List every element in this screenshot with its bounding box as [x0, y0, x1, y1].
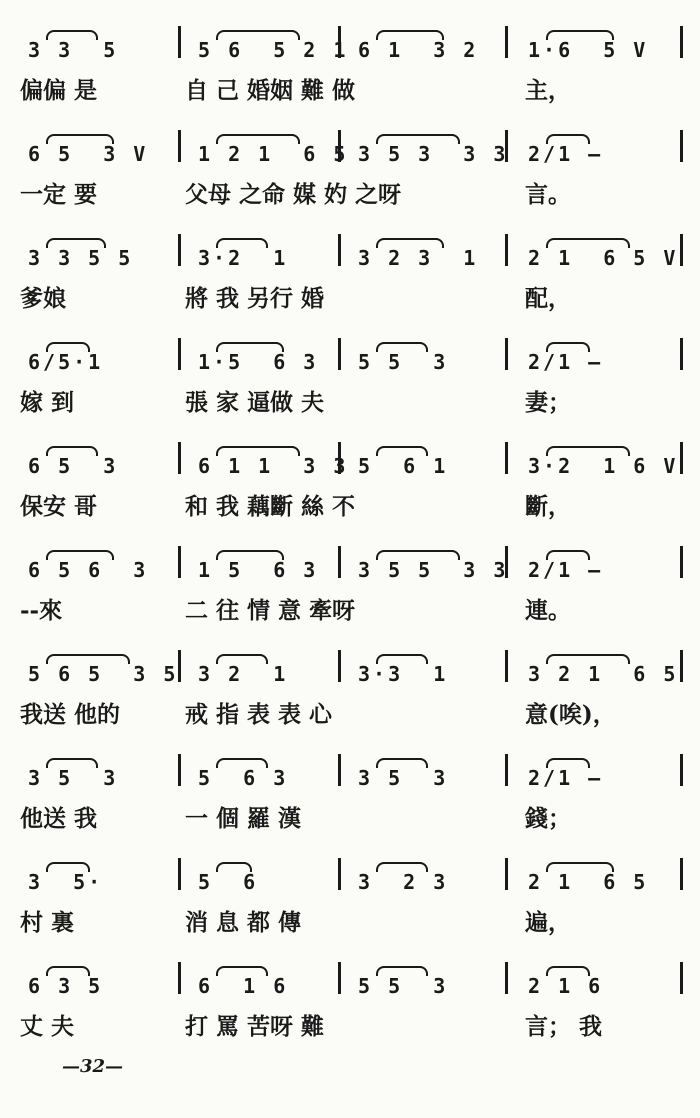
- slur-arc: [546, 342, 590, 352]
- lyric-text: 遍，: [525, 909, 571, 936]
- measure-notation: 3 2 3: [358, 870, 449, 894]
- measure-notation: 3 3 5 5: [28, 246, 134, 270]
- measure-notation: 3 2 1 6 5: [528, 662, 679, 686]
- slur-arc: [216, 342, 284, 352]
- slur-arc: [546, 30, 614, 40]
- music-system: [0, 728, 700, 834]
- slur-arc: [46, 446, 98, 456]
- lyric-text: 言； 我: [525, 1013, 603, 1040]
- slur-arc: [46, 654, 130, 664]
- slur-arc: [546, 134, 590, 144]
- slur-arc: [376, 238, 444, 248]
- measure-notation: 3·2 1: [198, 246, 289, 270]
- barline: [178, 962, 181, 994]
- lyric-text: 意(唉)，: [525, 701, 616, 728]
- measure-notation: 6 5 3: [28, 454, 119, 478]
- lyric-text: 將 我 另行 婚: [185, 285, 325, 312]
- measure-notation: 2 1 6: [528, 974, 604, 998]
- barline: [505, 442, 508, 474]
- slur-arc: [376, 30, 444, 40]
- numbered-notation-line: [20, 632, 680, 686]
- lyric-text: 斷，: [525, 493, 571, 520]
- slur-arc: [216, 758, 268, 768]
- barline: [680, 26, 683, 58]
- numbered-notation-line: [20, 112, 680, 166]
- lyric-text: 連。: [525, 597, 571, 624]
- measure-notation: 3·2 1 6 V: [528, 454, 679, 478]
- music-system: [0, 312, 700, 418]
- measure-notation: 5 6 5 3 5: [28, 662, 179, 686]
- barline: [178, 546, 181, 578]
- lyric-text: 自 己 婚姻 難 做: [185, 77, 356, 104]
- measure-notation: 3 3 5: [28, 38, 119, 62]
- barline: [505, 754, 508, 786]
- slur-arc: [376, 966, 428, 976]
- barline: [338, 962, 341, 994]
- lyric-text: 嫁 到: [20, 389, 75, 416]
- slur-arc: [46, 862, 90, 872]
- barline: [338, 650, 341, 682]
- barline: [680, 338, 683, 370]
- slur-arc: [546, 862, 614, 872]
- measure-notation: 3 2 1: [198, 662, 289, 686]
- barline: [680, 650, 683, 682]
- slur-arc: [216, 134, 300, 144]
- measure-notation: 5 5 3: [358, 974, 449, 998]
- barline: [338, 754, 341, 786]
- numbered-notation-line: [20, 944, 680, 998]
- measure-notation: 3 5 3: [28, 766, 119, 790]
- numbered-notation-line: [20, 736, 680, 790]
- numbered-notation-line: [20, 424, 680, 478]
- measure-notation: 3 5 3 3 3: [358, 142, 509, 166]
- numbered-notation-line: [20, 8, 680, 62]
- lyric-text: 配，: [525, 285, 571, 312]
- slur-arc: [216, 550, 284, 560]
- music-system: [0, 832, 700, 938]
- lyric-text: 戒 指 表 表 心: [185, 701, 333, 728]
- measure-notation: 6 5 3 V: [28, 142, 149, 166]
- barline: [178, 130, 181, 162]
- lyric-text: 一定 要: [20, 181, 98, 208]
- lyric-text: 村 裏: [20, 909, 75, 936]
- slur-arc: [216, 446, 300, 456]
- music-system: [0, 624, 700, 730]
- slur-arc: [216, 30, 300, 40]
- measure-notation: 6 3 5: [28, 974, 104, 998]
- measure-notation: 1·5 6 3: [198, 350, 319, 374]
- barline: [178, 858, 181, 890]
- slur-arc: [376, 862, 428, 872]
- slur-arc: [546, 550, 590, 560]
- measure-notation: 5 6 1: [358, 454, 449, 478]
- slur-arc: [546, 446, 630, 456]
- lyric-text: 丈 夫: [20, 1013, 75, 1040]
- measure-notation: 6 1 3 2: [358, 38, 479, 62]
- music-system: [0, 520, 700, 626]
- music-system: [0, 208, 700, 314]
- barline: [680, 442, 683, 474]
- measure-notation: 1·6 5 V: [528, 38, 649, 62]
- slur-arc: [376, 134, 460, 144]
- barline: [338, 234, 341, 266]
- slur-arc: [376, 342, 428, 352]
- measure-notation: 6 5 6 3: [28, 558, 149, 582]
- lyric-text: 他送 我: [20, 805, 98, 832]
- numbered-notation-line: [20, 528, 680, 582]
- lyric-text: 言。: [525, 181, 571, 208]
- barline: [338, 338, 341, 370]
- barline: [680, 858, 683, 890]
- lyric-text: 和 我 藕斷 絲 不: [185, 493, 356, 520]
- measure-notation: 6 1 6: [198, 974, 289, 998]
- measure-notation: 1 5 6 3: [198, 558, 319, 582]
- slur-arc: [46, 238, 106, 248]
- measure-notation: 5 6 3: [198, 766, 289, 790]
- measure-notation: 2 1 6 5 V: [528, 246, 679, 270]
- measure-notation: 5 6 5 2 1: [198, 38, 349, 62]
- barline: [178, 338, 181, 370]
- lyric-text: 爹娘: [20, 285, 66, 312]
- barline: [505, 338, 508, 370]
- measure-notation: 2/1 —: [528, 766, 604, 790]
- page-number: —32—: [62, 1056, 124, 1077]
- measure-notation: 2/1 —: [528, 558, 604, 582]
- slur-arc: [376, 654, 428, 664]
- lyric-text: 偏偏 是: [20, 77, 98, 104]
- lyric-text: 打 罵 苦呀 難: [185, 1013, 325, 1040]
- slur-arc: [546, 654, 630, 664]
- barline: [505, 650, 508, 682]
- measure-notation: 1 2 1 6 5: [198, 142, 349, 166]
- slur-arc: [46, 342, 90, 352]
- measure-notation: 2/1 —: [528, 350, 604, 374]
- slur-arc: [546, 966, 590, 976]
- numbered-notation-line: [20, 320, 680, 374]
- lyric-text: 我送 他的: [20, 701, 121, 728]
- measure-notation: 3 2 3 1: [358, 246, 479, 270]
- measure-notation: 2 1 6 5: [528, 870, 649, 894]
- measure-notation: 2/1 —: [528, 142, 604, 166]
- measure-notation: 5 5 3: [358, 350, 449, 374]
- barline: [680, 962, 683, 994]
- barline: [178, 234, 181, 266]
- numbered-notation-line: [20, 840, 680, 894]
- lyric-text: 主，: [525, 77, 571, 104]
- slur-arc: [46, 966, 90, 976]
- slur-arc: [546, 758, 590, 768]
- barline: [505, 26, 508, 58]
- barline: [178, 26, 181, 58]
- music-system: [0, 104, 700, 210]
- slur-arc: [376, 446, 428, 456]
- music-system: [0, 936, 700, 1042]
- measure-notation: 3 5 3: [358, 766, 449, 790]
- barline: [178, 650, 181, 682]
- slur-arc: [546, 238, 630, 248]
- barline: [680, 234, 683, 266]
- music-system: [0, 416, 700, 522]
- barline: [680, 754, 683, 786]
- lyric-text: 張 家 逼做 夫: [185, 389, 325, 416]
- barline: [680, 130, 683, 162]
- lyric-text: 一 個 羅 漢: [185, 805, 302, 832]
- measure-notation: 6/5·1: [28, 350, 104, 374]
- slur-arc: [216, 654, 268, 664]
- lyric-text: 父母 之命 媒 妁 之呀: [185, 181, 402, 208]
- slur-arc: [46, 30, 98, 40]
- slur-arc: [216, 238, 268, 248]
- slur-arc: [216, 862, 252, 872]
- barline: [178, 754, 181, 786]
- slur-arc: [376, 758, 428, 768]
- measure-notation: 3 5·: [28, 870, 104, 894]
- measure-notation: 3·3 1: [358, 662, 449, 686]
- numbered-notation-line: [20, 216, 680, 270]
- lyric-text: 保安 哥: [20, 493, 98, 520]
- slur-arc: [46, 758, 98, 768]
- lyric-text: 二 往 情 意 牽呀: [185, 597, 356, 624]
- barline: [338, 858, 341, 890]
- lyric-text: --來: [20, 597, 63, 624]
- barline: [338, 546, 341, 578]
- measure-notation: 3 5 5 3 3: [358, 558, 509, 582]
- measure-notation: 5 6: [198, 870, 259, 894]
- slur-arc: [216, 966, 268, 976]
- barline: [505, 962, 508, 994]
- measure-notation: 6 1 1 3 3: [198, 454, 349, 478]
- slur-arc: [376, 550, 460, 560]
- lyric-text: 妻；: [525, 389, 571, 416]
- slur-arc: [46, 134, 114, 144]
- slur-arc: [46, 550, 114, 560]
- lyric-text: 消 息 都 傳: [185, 909, 302, 936]
- music-system: [0, 0, 700, 106]
- barline: [505, 858, 508, 890]
- barline: [505, 234, 508, 266]
- barline: [178, 442, 181, 474]
- barline: [680, 546, 683, 578]
- lyric-text: 錢；: [525, 805, 571, 832]
